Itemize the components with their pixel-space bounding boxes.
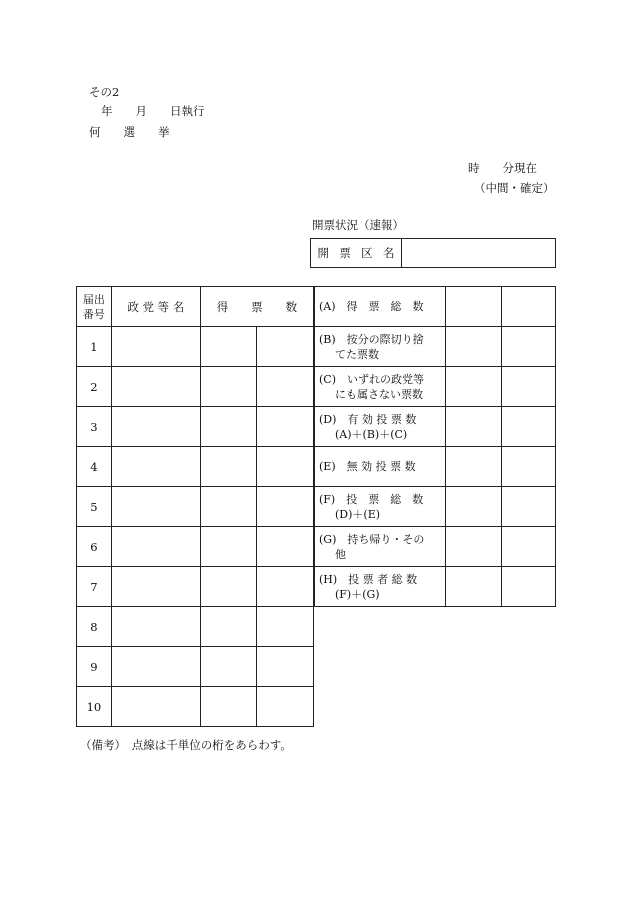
- row-number: 5: [77, 487, 112, 527]
- party-name-cell[interactable]: [111, 527, 200, 567]
- summary-label-sub: にも属さない票数: [335, 387, 423, 401]
- summary-row: [315, 327, 556, 367]
- party-name-cell[interactable]: [111, 447, 200, 487]
- summary-row: [315, 487, 556, 527]
- summary-units-cell[interactable]: [502, 447, 556, 487]
- header-party-name: 政 党 等 名: [111, 287, 200, 327]
- table-row: [77, 487, 314, 527]
- district-value-field[interactable]: [402, 239, 556, 268]
- summary-label-main: (G) 持ち帰り・その: [319, 532, 425, 546]
- votes-thousands-cell[interactable]: [200, 567, 257, 607]
- party-name-cell[interactable]: [111, 607, 200, 647]
- party-name-cell[interactable]: [111, 487, 200, 527]
- table-row: [77, 447, 314, 487]
- votes-units-cell[interactable]: [257, 687, 314, 727]
- summary-label-sub: (A)＋(B)＋(C): [335, 427, 408, 441]
- row-number: 8: [77, 607, 112, 647]
- summary-thousands-cell[interactable]: [446, 447, 502, 487]
- votes-units-cell[interactable]: [257, 567, 314, 607]
- summary-units-cell[interactable]: [502, 407, 556, 447]
- table-row: [77, 527, 314, 567]
- summary-label-main: (H) 投 票 者 総 数: [319, 572, 418, 586]
- votes-units-cell[interactable]: [257, 407, 314, 447]
- summary-table: [314, 286, 556, 607]
- summary-label-sub: (F)＋(G): [335, 587, 380, 601]
- table-row: [77, 647, 314, 687]
- summary-label-main: (B) 按分の際切り捨: [319, 332, 424, 346]
- form-number: その2: [89, 85, 120, 99]
- votes-units-cell[interactable]: [257, 607, 314, 647]
- summary-label: [315, 487, 446, 527]
- votes-units-cell[interactable]: [257, 327, 314, 367]
- summary-units-cell[interactable]: [502, 527, 556, 567]
- row-number: 3: [77, 407, 112, 447]
- summary-label: [315, 327, 446, 367]
- votes-units-cell[interactable]: [257, 487, 314, 527]
- table-row: [77, 327, 314, 367]
- table-row: [77, 567, 314, 607]
- summary-label-main: (F) 投 票 総 数: [319, 492, 424, 506]
- votes-thousands-cell[interactable]: [200, 447, 257, 487]
- summary-row: [315, 407, 556, 447]
- votes-thousands-cell[interactable]: [200, 607, 257, 647]
- summary-row: [315, 367, 556, 407]
- votes-units-cell[interactable]: [257, 447, 314, 487]
- summary-thousands-cell[interactable]: [446, 567, 502, 607]
- row-number: 2: [77, 367, 112, 407]
- summary-label: [315, 447, 446, 487]
- district-table: [310, 238, 556, 268]
- header-number: 届出 番号: [77, 287, 112, 327]
- election-name-line: 何 選 挙: [89, 125, 170, 139]
- summary-thousands-cell[interactable]: [446, 327, 502, 367]
- row-number: 7: [77, 567, 112, 607]
- summary-label: [315, 287, 446, 327]
- summary-label: [315, 567, 446, 607]
- report-title: 開票状況（速報）: [312, 218, 404, 232]
- votes-thousands-cell[interactable]: [200, 687, 257, 727]
- party-name-cell[interactable]: [111, 367, 200, 407]
- summary-units-cell[interactable]: [502, 287, 556, 327]
- votes-units-cell[interactable]: [257, 647, 314, 687]
- votes-thousands-cell[interactable]: [200, 367, 257, 407]
- table-row: [77, 687, 314, 727]
- summary-label-main: (C) いずれの政党等: [319, 372, 424, 386]
- row-number: 6: [77, 527, 112, 567]
- summary-row: [315, 527, 556, 567]
- summary-units-cell[interactable]: [502, 367, 556, 407]
- party-name-cell[interactable]: [111, 407, 200, 447]
- row-number: 9: [77, 647, 112, 687]
- summary-row: [315, 567, 556, 607]
- header-votes: 得 票 数: [200, 287, 313, 327]
- summary-label-sub: (D)＋(E): [335, 507, 381, 521]
- summary-row: [315, 447, 556, 487]
- votes-units-cell[interactable]: [257, 367, 314, 407]
- summary-thousands-cell[interactable]: [446, 527, 502, 567]
- summary-thousands-cell[interactable]: [446, 407, 502, 447]
- summary-label-main: (E) 無 効 投 票 数: [319, 460, 416, 473]
- summary-label-main: (D) 有 効 投 票 数: [319, 412, 417, 426]
- party-name-cell[interactable]: [111, 647, 200, 687]
- summary-units-cell[interactable]: [502, 327, 556, 367]
- report-status-line: （中間・確定）: [474, 181, 555, 195]
- party-name-cell[interactable]: [111, 567, 200, 607]
- report-time-line: 時 分現在: [468, 161, 537, 175]
- party-name-cell[interactable]: [111, 327, 200, 367]
- election-date-line: 年 月 日執行: [101, 104, 205, 118]
- row-number: 4: [77, 447, 112, 487]
- summary-label-sub: てた票数: [335, 347, 379, 361]
- party-votes-table: [76, 286, 314, 727]
- table-row: [77, 607, 314, 647]
- summary-units-cell[interactable]: [502, 487, 556, 527]
- summary-units-cell[interactable]: [502, 567, 556, 607]
- table-row: [77, 367, 314, 407]
- summary-row: [315, 287, 556, 327]
- summary-label-sub: 他: [335, 547, 346, 561]
- votes-thousands-cell[interactable]: [200, 487, 257, 527]
- summary-label: [315, 367, 446, 407]
- summary-thousands-cell[interactable]: [446, 367, 502, 407]
- votes-thousands-cell[interactable]: [200, 407, 257, 447]
- row-number: 10: [77, 687, 112, 727]
- table-row: [77, 407, 314, 447]
- votes-units-cell[interactable]: [257, 527, 314, 567]
- note: （備考） 点線は千単位の桁をあらわす。: [80, 738, 292, 752]
- summary-label-main: (A) 得 票 総 数: [319, 300, 424, 313]
- row-number: 1: [77, 327, 112, 367]
- summary-thousands-cell[interactable]: [446, 287, 502, 327]
- district-label: 開票区名: [311, 239, 402, 268]
- summary-label: [315, 407, 446, 447]
- summary-label: [315, 527, 446, 567]
- votes-thousands-cell[interactable]: [200, 527, 257, 567]
- votes-thousands-cell[interactable]: [200, 327, 257, 367]
- summary-thousands-cell[interactable]: [446, 487, 502, 527]
- party-name-cell[interactable]: [111, 687, 200, 727]
- votes-thousands-cell[interactable]: [200, 647, 257, 687]
